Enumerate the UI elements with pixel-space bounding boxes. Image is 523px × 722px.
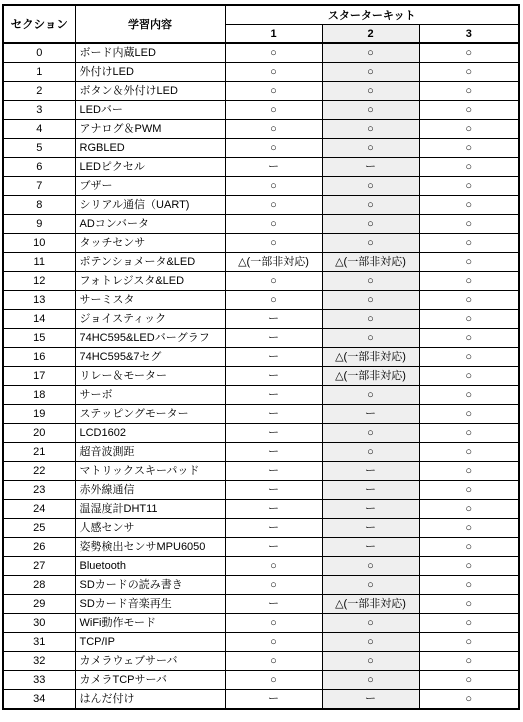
- section-number: 20: [3, 424, 75, 443]
- table-row: [3, 462, 519, 481]
- kit-3-support: ○: [419, 652, 519, 671]
- section-number: 16: [3, 348, 75, 367]
- learning-content: はんだ付け: [75, 690, 225, 710]
- kit-2-support: ー: [322, 462, 419, 481]
- kit-1-support: ー: [225, 462, 322, 481]
- learning-content: 姿勢検出センサMPU6050: [75, 538, 225, 557]
- kit-3-support: ○: [419, 253, 519, 272]
- table-row: [3, 443, 519, 462]
- section-number: 15: [3, 329, 75, 348]
- kit-2-support: ○: [322, 272, 419, 291]
- table-row: [3, 424, 519, 443]
- kit-3-support: ○: [419, 120, 519, 139]
- kit-2-support: ○: [322, 234, 419, 253]
- section-number: 25: [3, 519, 75, 538]
- table-row: [3, 519, 519, 538]
- table-row: [3, 614, 519, 633]
- table-row: [3, 63, 519, 82]
- kit-2-support: ○: [322, 291, 419, 310]
- table-row: [3, 595, 519, 614]
- content-column-header: 学習内容: [75, 5, 225, 43]
- learning-content: LEDピクセル: [75, 158, 225, 177]
- kit-1-support: ー: [225, 690, 322, 710]
- kit-3-support: ○: [419, 82, 519, 101]
- learning-content: カメラTCPサーバ: [75, 671, 225, 690]
- learning-content: フォトレジスタ&LED: [75, 272, 225, 291]
- kit-1-support: ○: [225, 557, 322, 576]
- kit-3-support: ○: [419, 310, 519, 329]
- learning-content: ADコンバータ: [75, 215, 225, 234]
- learning-content: カメラウェブサーバ: [75, 652, 225, 671]
- learning-content: SDカード音楽再生: [75, 595, 225, 614]
- kit-3-support: ○: [419, 291, 519, 310]
- kit-1-support: ○: [225, 120, 322, 139]
- kit-1-support: ○: [225, 614, 322, 633]
- kit-2-support: △(一部非対応): [322, 595, 419, 614]
- kit-3-support: ○: [419, 576, 519, 595]
- kit-3-support: ○: [419, 348, 519, 367]
- learning-content: サーボ: [75, 386, 225, 405]
- table-row: [3, 310, 519, 329]
- learning-content: Bluetooth: [75, 557, 225, 576]
- table-row: [3, 557, 519, 576]
- table-row: [3, 329, 519, 348]
- table-row: [3, 367, 519, 386]
- kit-3-support: ○: [419, 690, 519, 710]
- learning-content: RGBLED: [75, 139, 225, 158]
- learning-content: ステッピングモーター: [75, 405, 225, 424]
- section-number: 13: [3, 291, 75, 310]
- learning-content: サーミスタ: [75, 291, 225, 310]
- kit-3-support: ○: [419, 101, 519, 120]
- kit-1-support: ○: [225, 139, 322, 158]
- section-number: 17: [3, 367, 75, 386]
- section-number: 26: [3, 538, 75, 557]
- kit-1-support: ー: [225, 158, 322, 177]
- table-row: [3, 291, 519, 310]
- kit-1-support: ー: [225, 310, 322, 329]
- kit-2-support: ○: [322, 443, 419, 462]
- kit-1-support: ○: [225, 671, 322, 690]
- kit-1-support: ー: [225, 481, 322, 500]
- section-column-header: セクション: [3, 5, 75, 43]
- learning-content: 74HC595&LEDバーグラフ: [75, 329, 225, 348]
- starter-kit-header: スターターキット: [225, 5, 519, 25]
- table-row: [3, 272, 519, 291]
- kit-3-support: ○: [419, 405, 519, 424]
- kit-1-support: ○: [225, 215, 322, 234]
- kit-3-support: ○: [419, 500, 519, 519]
- kit-3-support: ○: [419, 272, 519, 291]
- section-number: 11: [3, 253, 75, 272]
- learning-content: SDカードの読み書き: [75, 576, 225, 595]
- learning-content: 温湿度計DHT11: [75, 500, 225, 519]
- table-row: [3, 139, 519, 158]
- section-number: 18: [3, 386, 75, 405]
- table-row: [3, 215, 519, 234]
- table-row: [3, 177, 519, 196]
- table-row: [3, 196, 519, 215]
- section-number: 22: [3, 462, 75, 481]
- section-number: 31: [3, 633, 75, 652]
- kit-3-support: ○: [419, 462, 519, 481]
- table-row: [3, 43, 519, 63]
- kit-2-support: ○: [322, 424, 419, 443]
- kit-1-support: ○: [225, 196, 322, 215]
- kit-1-support: ー: [225, 519, 322, 538]
- learning-content: ジョイスティック: [75, 310, 225, 329]
- learning-content: 超音波測距: [75, 443, 225, 462]
- learning-content: 外付けLED: [75, 63, 225, 82]
- table-row: [3, 348, 519, 367]
- kit-3-support: ○: [419, 196, 519, 215]
- section-number: 21: [3, 443, 75, 462]
- kit-2-support: ○: [322, 329, 419, 348]
- learning-content: ボタン＆外付けLED: [75, 82, 225, 101]
- kit-2-support: ○: [322, 101, 419, 120]
- section-number: 34: [3, 690, 75, 710]
- section-number: 12: [3, 272, 75, 291]
- kit-2-support: ○: [322, 82, 419, 101]
- kit-3-support: ○: [419, 538, 519, 557]
- section-number: 30: [3, 614, 75, 633]
- kit-3-support: ○: [419, 557, 519, 576]
- kit-2-support: ○: [322, 557, 419, 576]
- kit-2-support: ○: [322, 386, 419, 405]
- kit-2-support: △(一部非対応): [322, 253, 419, 272]
- learning-content: ボード内蔵LED: [75, 43, 225, 63]
- table-row: [3, 386, 519, 405]
- learning-content: 74HC595&7セグ: [75, 348, 225, 367]
- kit-1-header: 1: [225, 25, 322, 44]
- kit-2-support: ○: [322, 614, 419, 633]
- learning-content: アナログ＆PWM: [75, 120, 225, 139]
- section-number: 7: [3, 177, 75, 196]
- kit-compatibility-table: [2, 4, 520, 710]
- table-row: [3, 158, 519, 177]
- kit-2-support: ○: [322, 310, 419, 329]
- section-number: 29: [3, 595, 75, 614]
- kit-1-support: ー: [225, 367, 322, 386]
- table-row: [3, 538, 519, 557]
- learning-content: WiFi動作モード: [75, 614, 225, 633]
- kit-1-support: ○: [225, 652, 322, 671]
- kit-2-support: ○: [322, 633, 419, 652]
- kit-2-support: △(一部非対応): [322, 367, 419, 386]
- kit-1-support: ー: [225, 405, 322, 424]
- kit-2-support: ー: [322, 158, 419, 177]
- kit-3-support: ○: [419, 139, 519, 158]
- learning-content: LCD1602: [75, 424, 225, 443]
- kit-2-support: ー: [322, 481, 419, 500]
- kit-1-support: ー: [225, 538, 322, 557]
- kit-2-support: ○: [322, 576, 419, 595]
- table-row: [3, 576, 519, 595]
- kit-1-support: ○: [225, 101, 322, 120]
- compatibility-table-container: [2, 4, 520, 710]
- kit-3-support: ○: [419, 158, 519, 177]
- kit-3-support: ○: [419, 234, 519, 253]
- kit-2-support: ○: [322, 652, 419, 671]
- section-number: 24: [3, 500, 75, 519]
- kit-3-support: ○: [419, 63, 519, 82]
- kit-2-support: ー: [322, 500, 419, 519]
- kit-3-support: ○: [419, 329, 519, 348]
- learning-content: 赤外線通信: [75, 481, 225, 500]
- kit-3-support: ○: [419, 481, 519, 500]
- section-number: 27: [3, 557, 75, 576]
- section-number: 4: [3, 120, 75, 139]
- kit-2-support: ○: [322, 215, 419, 234]
- kit-3-support: ○: [419, 367, 519, 386]
- kit-2-support: ー: [322, 690, 419, 710]
- section-number: 6: [3, 158, 75, 177]
- kit-2-support: ○: [322, 120, 419, 139]
- kit-3-support: ○: [419, 595, 519, 614]
- kit-1-support: ○: [225, 234, 322, 253]
- table-row: [3, 253, 519, 272]
- section-number: 0: [3, 43, 75, 63]
- table-row: [3, 481, 519, 500]
- kit-2-support: ー: [322, 519, 419, 538]
- section-number: 32: [3, 652, 75, 671]
- section-number: 14: [3, 310, 75, 329]
- kit-2-support: ○: [322, 43, 419, 63]
- kit-1-support: ー: [225, 500, 322, 519]
- kit-3-header: 3: [419, 25, 519, 44]
- table-row: [3, 82, 519, 101]
- table-row: [3, 652, 519, 671]
- learning-content: 人感センサ: [75, 519, 225, 538]
- kit-3-support: ○: [419, 443, 519, 462]
- section-number: 8: [3, 196, 75, 215]
- section-number: 5: [3, 139, 75, 158]
- kit-3-support: ○: [419, 519, 519, 538]
- kit-1-support: ー: [225, 348, 322, 367]
- section-number: 10: [3, 234, 75, 253]
- kit-1-support: ー: [225, 443, 322, 462]
- kit-1-support: ー: [225, 329, 322, 348]
- kit-1-support: ○: [225, 43, 322, 63]
- section-number: 3: [3, 101, 75, 120]
- kit-3-support: ○: [419, 614, 519, 633]
- section-number: 28: [3, 576, 75, 595]
- kit-3-support: ○: [419, 177, 519, 196]
- learning-content: ブザー: [75, 177, 225, 196]
- kit-2-support: ー: [322, 405, 419, 424]
- kit-2-support: ○: [322, 139, 419, 158]
- kit-1-support: ○: [225, 177, 322, 196]
- kit-1-support: ー: [225, 424, 322, 443]
- learning-content: マトリックスキーパッド: [75, 462, 225, 481]
- table-row: [3, 671, 519, 690]
- section-number: 23: [3, 481, 75, 500]
- learning-content: タッチセンサ: [75, 234, 225, 253]
- kit-3-support: ○: [419, 386, 519, 405]
- section-number: 1: [3, 63, 75, 82]
- kit-1-support: △(一部非対応): [225, 253, 322, 272]
- table-row: [3, 120, 519, 139]
- learning-content: LEDバー: [75, 101, 225, 120]
- section-number: 9: [3, 215, 75, 234]
- table-header: [3, 5, 519, 43]
- kit-3-support: ○: [419, 633, 519, 652]
- kit-3-support: ○: [419, 43, 519, 63]
- kit-2-support: ○: [322, 177, 419, 196]
- kit-1-support: ○: [225, 291, 322, 310]
- kit-2-support: ○: [322, 196, 419, 215]
- kit-2-header: 2: [322, 25, 419, 44]
- kit-1-support: ○: [225, 576, 322, 595]
- learning-content: TCP/IP: [75, 633, 225, 652]
- kit-3-support: ○: [419, 424, 519, 443]
- table-row: [3, 690, 519, 710]
- learning-content: リレー＆モーター: [75, 367, 225, 386]
- kit-1-support: ○: [225, 63, 322, 82]
- kit-2-support: △(一部非対応): [322, 348, 419, 367]
- table-row: [3, 500, 519, 519]
- kit-1-support: ー: [225, 386, 322, 405]
- kit-3-support: ○: [419, 215, 519, 234]
- section-number: 2: [3, 82, 75, 101]
- kit-2-support: ○: [322, 671, 419, 690]
- learning-content: ポテンショメータ&LED: [75, 253, 225, 272]
- kit-2-support: ○: [322, 63, 419, 82]
- kit-1-support: ○: [225, 82, 322, 101]
- table-body: [3, 43, 519, 709]
- section-number: 19: [3, 405, 75, 424]
- section-number: 33: [3, 671, 75, 690]
- kit-3-support: ○: [419, 671, 519, 690]
- kit-2-support: ー: [322, 538, 419, 557]
- kit-1-support: ー: [225, 595, 322, 614]
- table-row: [3, 234, 519, 253]
- kit-1-support: ○: [225, 272, 322, 291]
- table-row: [3, 633, 519, 652]
- table-row: [3, 101, 519, 120]
- learning-content: シリアル通信（UART): [75, 196, 225, 215]
- table-row: [3, 405, 519, 424]
- kit-1-support: ○: [225, 633, 322, 652]
